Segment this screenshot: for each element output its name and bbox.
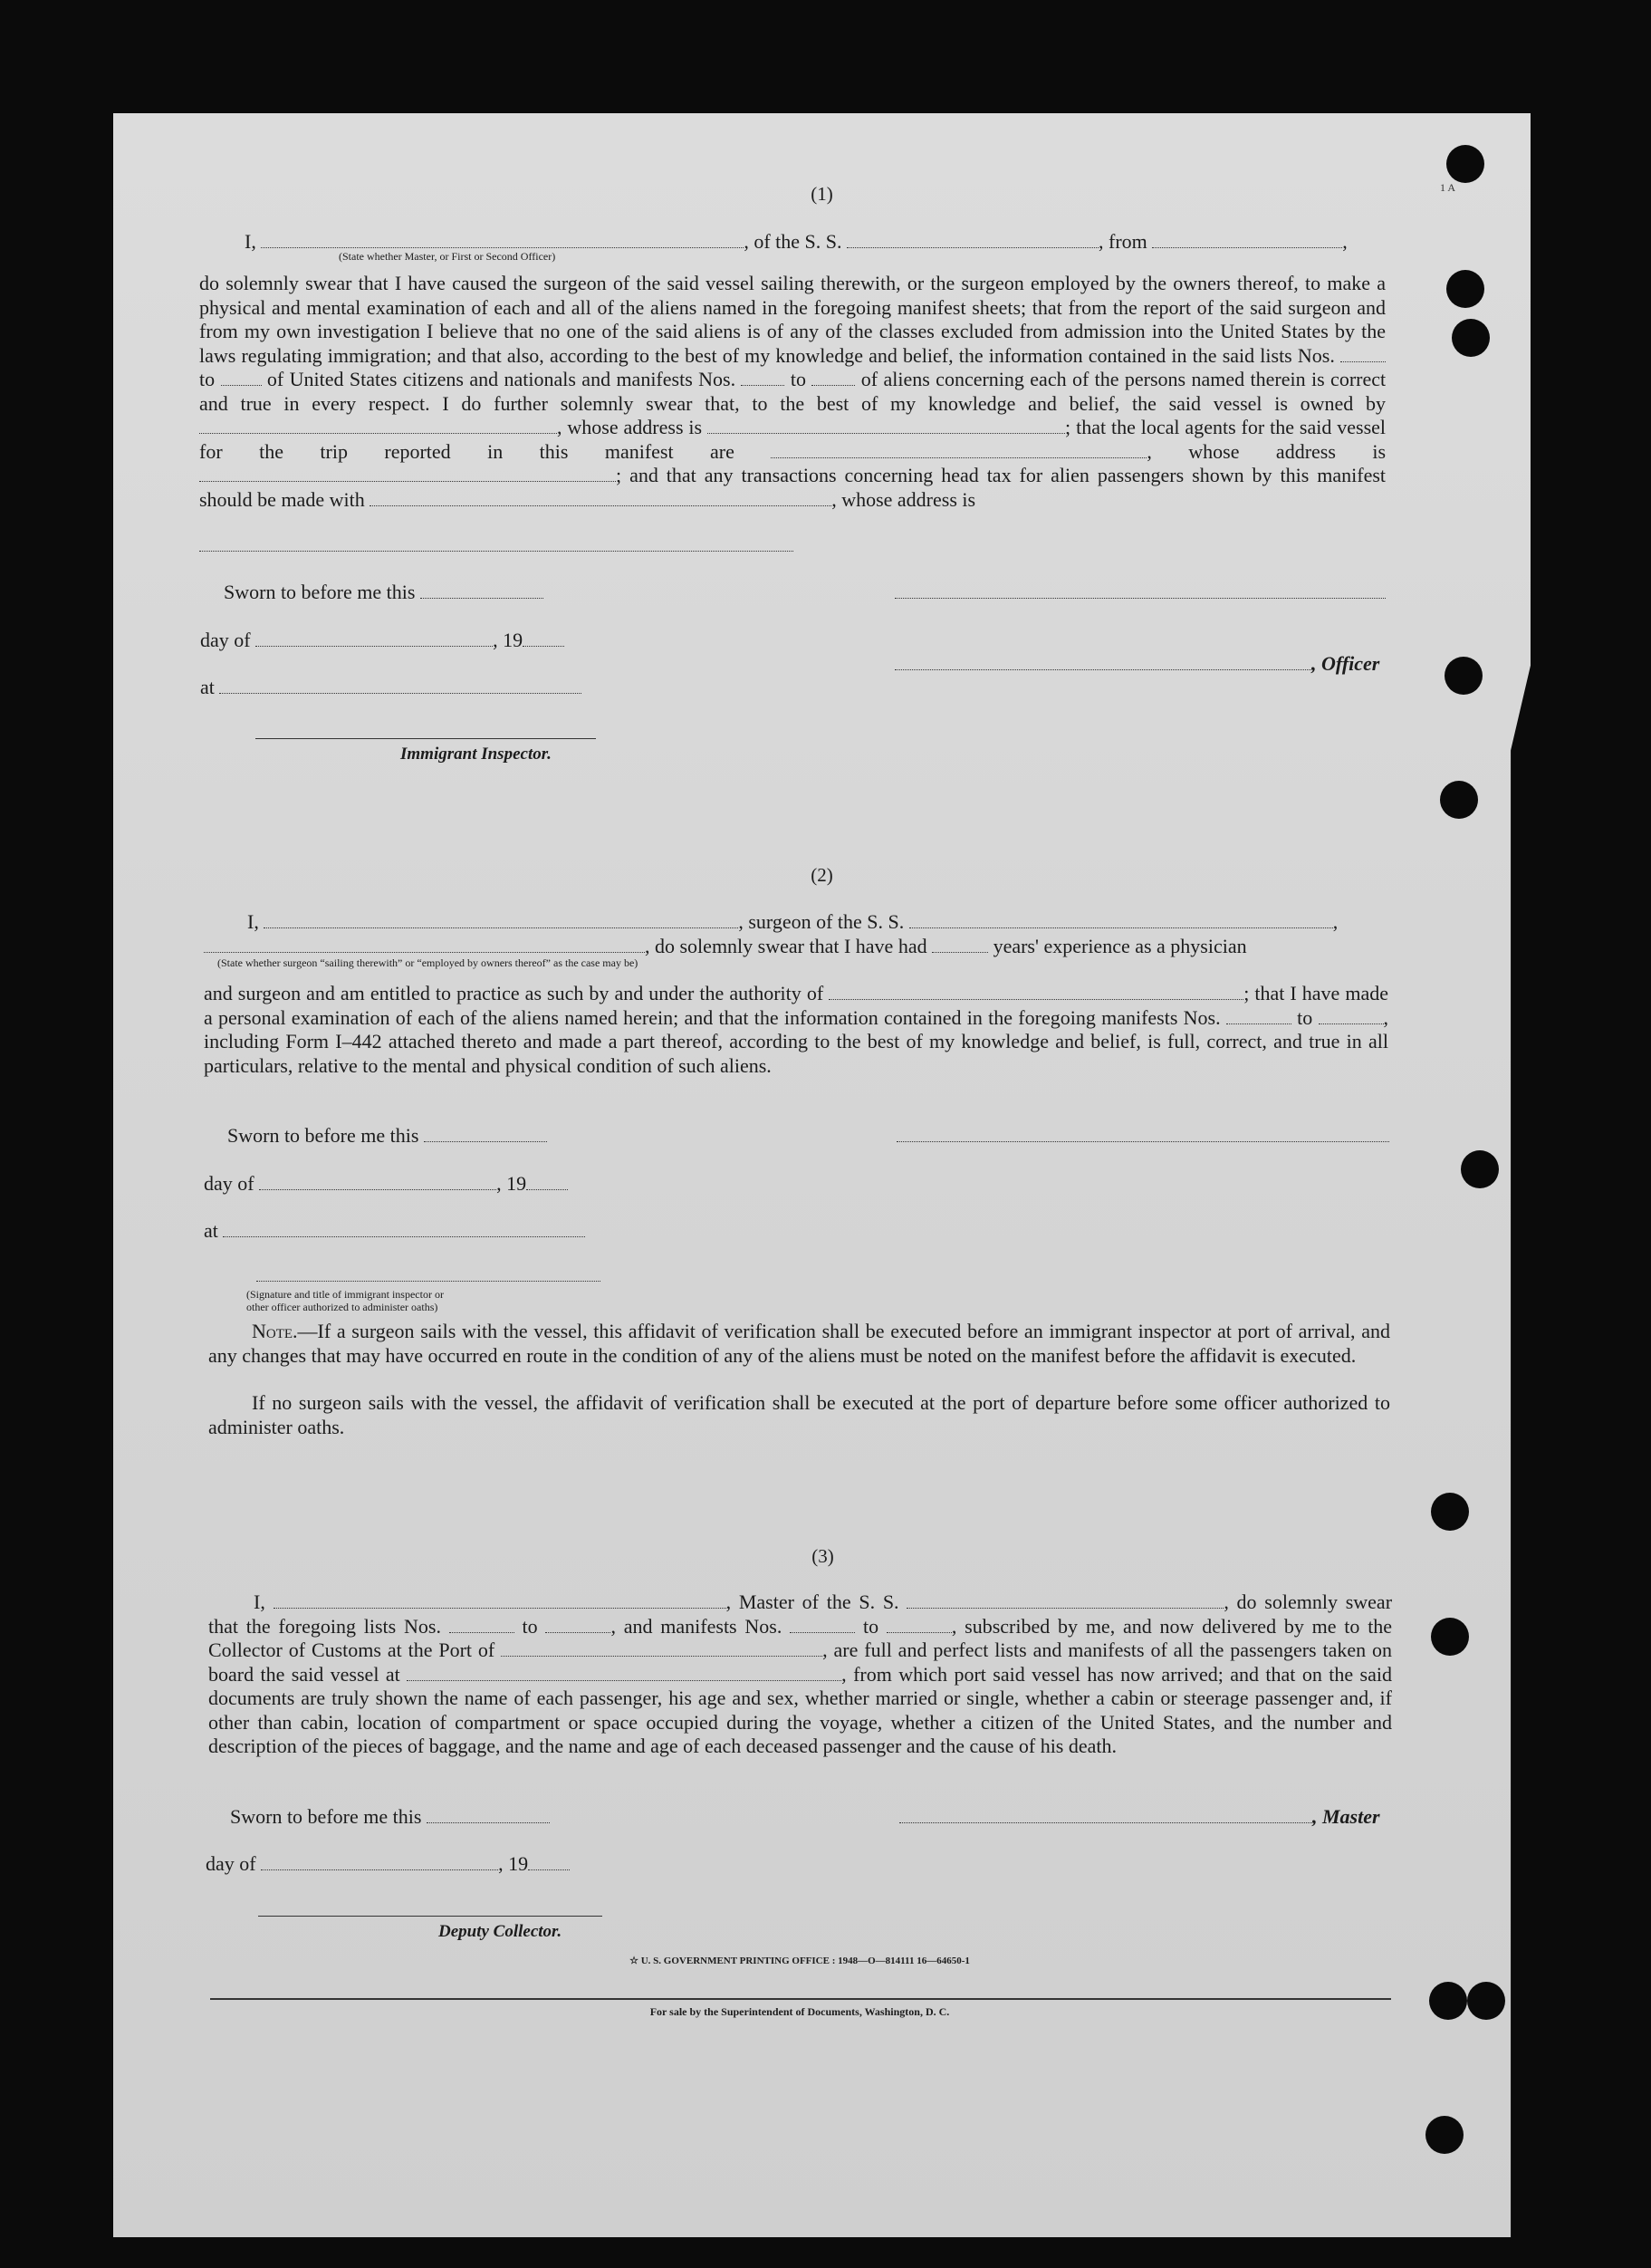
s1-owner-address-field[interactable] [707,417,1065,434]
s2-year-field[interactable] [526,1173,568,1190]
s3-ship-field[interactable] [907,1591,1224,1609]
s3-master-line: , Master [899,1805,1380,1829]
s1-head-tax-field[interactable] [370,489,831,506]
s2-signature-line[interactable] [897,1141,1389,1142]
section-3-number: (3) [811,1545,834,1567]
s1-signature-line[interactable] [895,598,1386,599]
s2-inspector-line[interactable] [256,1281,600,1282]
s1-officer-hint: (State whether Master, or First or Second Officer) [339,250,556,263]
s2-status-hint: (State whether surgeon “sailing therewith” or “employed by owners thereof” as the case may be) [217,956,638,969]
s2-years-field[interactable] [932,936,988,953]
s3-paragraph: I, , Master of the S. S. , do solemnly swear that the foregoing lists Nos. to , and manifests Nos. to , subscribed by me, and now delivered by me to the Collector of Customs at the Port of , are full and perfect lists and manifests of all the passengers taken on board the said vessel at , from which port said vessel has now arrived; and that on the said documents are truly shown the name of each passenger, his age and sex, whether married or single, whether a cabin or steerage passenger and, if other than cabin, location of compartment or space occupied during the voyage, whether a citizen of the United States, and the number and description of the pieces of baggage, and the name and age of each deceased passenger and the cause of his death. [208,1590,1393,1757]
s1-day-of: day of , 19 [200,629,564,652]
s2-sig-hint-1: (Signature and title of immigrant inspector or [246,1288,444,1301]
s2-line1: I, , surgeon of the S. S. , [247,910,1339,933]
s3-manifests-from-field[interactable] [790,1616,855,1633]
s1-manifests-from-field[interactable] [741,369,784,386]
s2-ship-field[interactable] [909,911,1333,928]
s2-place-field[interactable] [223,1220,585,1237]
s2-line2: , do solemnly swear that I have had years' experience as a physician [204,935,1247,958]
punch-hole [1461,1150,1499,1188]
s2-sig-hint-2: other officer authorized to administer oaths) [246,1301,438,1313]
s1-from-field[interactable] [1152,231,1342,248]
s1-place-field[interactable] [219,677,581,694]
punch-hole [1431,1618,1469,1656]
s2-paragraph: and surgeon and am entitled to practice as such by and under the authority of ; that I have made a personal examination of each of the aliens named herein; and that the information contained in the foregoing manifests Nos. to , including Form I–442 attached thereto and made a part thereof, according to the best of my knowledge and belief, is full, correct, and true in all particulars, relative to the mental and physical condition of such aliens. [204,982,1389,1077]
punch-hole [1440,781,1478,819]
s2-sworn: Sworn to before me this [227,1124,547,1148]
punch-hole [1452,319,1490,357]
s1-officer-field[interactable] [895,653,1311,670]
corner-mark: 1 A [1440,181,1456,194]
s1-inspector-label: Immigrant Inspector. [400,745,552,764]
section-1-number: (1) [811,183,833,205]
s1-officer-line: , Officer [895,652,1379,676]
s2-status-field[interactable] [204,936,645,953]
for-sale-line: For sale by the Superintendent of Documents, Washington, D. C. [649,2005,950,2018]
s1-lists-from-field[interactable] [1340,345,1386,362]
s1-line1: I, , of the S. S. , from , [245,230,1348,253]
punch-hole [1425,2116,1464,2154]
s1-address-line[interactable] [199,551,793,552]
s2-day-of: day of , 19 [204,1172,568,1196]
footer-rule [210,1998,1391,2000]
printing-office-line: ☆ U. S. GOVERNMENT PRINTING OFFICE : 1948—O—814111 16—64650-1 [629,1956,970,1966]
s1-year-field[interactable] [523,629,564,647]
section-2-number: (2) [811,864,833,886]
s1-agents-address-field[interactable] [199,465,616,482]
punch-hole [1445,657,1483,695]
s1-month-field[interactable] [255,629,493,647]
s2-manifests-from-field[interactable] [1226,1007,1291,1024]
s3-lists-to-field[interactable] [545,1616,610,1633]
s3-year-field[interactable] [528,1853,570,1870]
s3-day-of: day of , 19 [206,1852,570,1876]
s2-name-field[interactable] [264,911,738,928]
s1-lists-to-field[interactable] [221,369,262,386]
s1-agents-field[interactable] [771,441,1147,458]
s3-month-field[interactable] [261,1853,498,1870]
s3-name-field[interactable] [274,1591,726,1609]
s2-note-2: If no surgeon sails with the vessel, the affidavit of verification shall be executed at the port of departure before some officer authorized to administer oaths. [208,1391,1390,1438]
s1-name-field[interactable] [261,231,744,248]
s3-manifests-to-field[interactable] [887,1616,952,1633]
s1-sworn-day-field[interactable] [420,581,543,599]
s3-deputy-label: Deputy Collector. [438,1922,562,1941]
s1-sworn: Sworn to before me this [224,581,543,604]
s1-owner-field[interactable] [199,417,557,434]
s3-port-field[interactable] [501,1639,822,1657]
s2-month-field[interactable] [259,1173,496,1190]
s3-deputy-line[interactable] [258,1916,602,1917]
s2-note: Note.—If a surgeon sails with the vessel, this affidavit of verification shall be executed before an immigrant inspector at port of arrival, and any changes that may have occurred en route in the condition of any of the aliens must be noted on the manifest before the affidavit is executed. [208,1320,1390,1367]
s1-at: at [200,676,581,699]
s1-paragraph: do solemnly swear that I have caused the surgeon of the said vessel sailing therewith, or the surgeon employed by the owners thereof, to make a physical and mental examination of each and all of the aliens named in the foregoing manifest sheets; that from the report of the said surgeon and from my own investigation I believe that no one of the said aliens is of any of the classes excluded from admission into the United States by the laws regulating immigration; and that also, according to the best of my knowledge and belief, the information contained in the said lists Nos. to of United States citizens and nationals and manifests Nos. to of aliens concerning each of the persons named therein is correct and true in every respect. I do further solemnly swear that, to the best of my knowledge and belief, the said vessel is owned by , whose address is ; that the local agents for the said vessel for the trip reported in this manifest are , whose address is ; and that any transactions concerning head tax for alien passengers shown by this manifest should be made with , whose address is [199,272,1387,511]
s2-authority-field[interactable] [829,983,1243,1000]
s3-master-field[interactable] [899,1806,1312,1823]
s1-ship-field[interactable] [847,231,1099,248]
s2-manifests-to-field[interactable] [1319,1007,1384,1024]
s3-boarding-port-field[interactable] [407,1664,841,1681]
punch-hole [1431,1493,1469,1531]
s2-at: at [204,1219,585,1243]
s3-sworn: Sworn to before me this [230,1805,550,1829]
s1-manifests-to-field[interactable] [811,369,855,386]
punch-hole [1446,270,1484,308]
s3-sworn-day-field[interactable] [427,1806,550,1823]
s1-inspector-line[interactable] [255,738,596,739]
punch-hole [1446,145,1484,183]
s3-lists-from-field[interactable] [449,1616,514,1633]
s2-sworn-day-field[interactable] [424,1125,547,1142]
